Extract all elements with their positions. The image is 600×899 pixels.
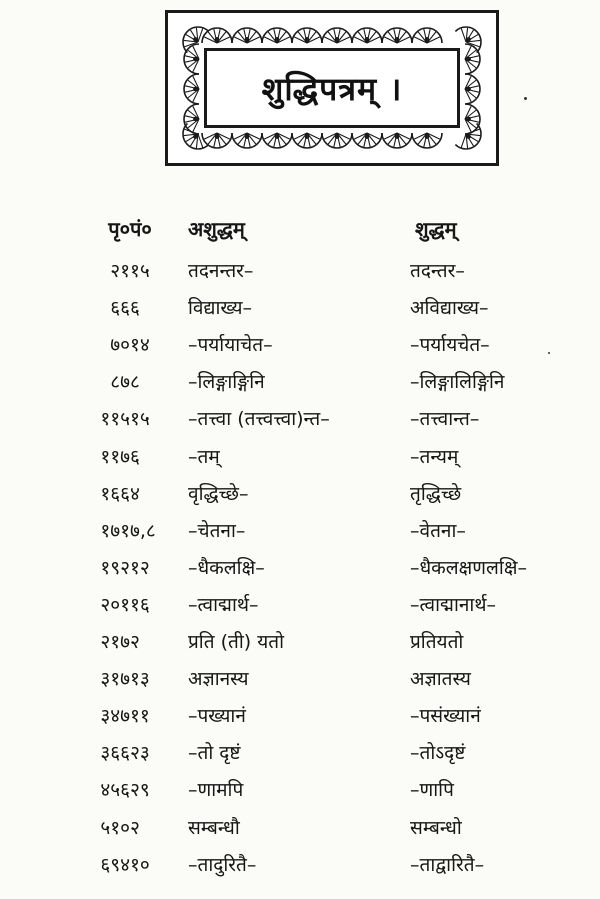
line-number: २३ <box>130 742 150 765</box>
correct-text: तदन्तर– <box>410 260 465 282</box>
page-number: २१७ <box>100 631 130 653</box>
correct-text: –तत्त्वान्त– <box>410 408 480 431</box>
correct-text: –वेतना– <box>410 519 466 542</box>
page-number: ११७ <box>100 445 130 468</box>
fan-ornament <box>352 133 382 148</box>
fan-ornament <box>262 28 292 43</box>
incorrect-text: अज्ञानस्य <box>188 668 249 691</box>
incorrect-text: –तो दृष्टं <box>188 742 241 765</box>
correct-text: –तोऽदृष्टं <box>410 742 466 765</box>
table-row <box>0 439 600 475</box>
table-row <box>0 661 600 697</box>
page-number: ६९४ <box>100 853 130 876</box>
fan-ornament <box>232 133 262 148</box>
incorrect-text: सम्बन्धौ <box>188 816 240 839</box>
page-number: ३४७ <box>100 705 130 728</box>
fan-ornament <box>322 133 352 148</box>
page-number: ४५६ <box>100 779 130 802</box>
fan-ornament <box>262 133 292 148</box>
corner-ornament <box>455 123 487 155</box>
line-number: १२ <box>130 556 150 579</box>
page-number: ७० <box>110 334 130 357</box>
correct-text: अज्ञातस्य <box>410 668 471 691</box>
line-number: १४ <box>130 334 150 357</box>
correct-text: –त्वाद्मानार्थ– <box>410 593 496 616</box>
correct-text: –पसंख्यानं <box>410 705 481 728</box>
fan-ornament <box>184 44 199 74</box>
page-number: २१ <box>110 260 130 282</box>
fan-ornament <box>292 28 322 43</box>
page-number: ५१० <box>100 816 130 839</box>
line-number: १५ <box>130 408 150 431</box>
table-row <box>0 327 600 363</box>
fan-ornament <box>382 133 412 148</box>
incorrect-text: –पख्यानं <box>188 705 246 728</box>
correct-text: –ताद्वारितै– <box>410 853 485 876</box>
fan-ornament <box>232 28 262 43</box>
line-number: ११ <box>130 705 150 728</box>
line-number: ६ <box>130 445 140 468</box>
fan-ornament <box>412 28 442 43</box>
incorrect-text: –धैकलक्षि– <box>188 556 265 579</box>
correct-text: प्रतियतो <box>410 631 464 653</box>
table-row <box>0 847 600 883</box>
correct-text: –लिङ्गालिङ्गिनि <box>410 371 505 394</box>
header-correct: शुद्धम् <box>415 217 457 241</box>
header-line: पं० <box>130 217 152 241</box>
title-box <box>204 48 460 128</box>
line-number: १० <box>130 853 150 876</box>
fan-ornament <box>292 133 322 148</box>
line-number: १५ <box>130 260 150 282</box>
table-row <box>0 253 600 289</box>
line-number: २९ <box>130 779 150 802</box>
table-row <box>0 735 600 771</box>
fan-ornament <box>322 28 352 43</box>
line-number: ४ <box>130 482 140 505</box>
incorrect-text: –चेतना– <box>188 519 246 542</box>
incorrect-text: –लिङ्गाङ्गिनि <box>188 371 265 394</box>
correct-text: सम्बन्धो <box>410 816 462 839</box>
incorrect-text: –तत्त्वा (तत्त्वत्त्वा)न्त– <box>188 408 330 431</box>
line-number: ६ <box>130 297 140 320</box>
table-row <box>0 772 600 808</box>
fan-ornament <box>184 74 199 104</box>
table-header <box>0 211 600 247</box>
correct-text: तृद्धिच्छे <box>410 482 462 505</box>
corner-ornament <box>455 21 487 53</box>
table-row <box>0 513 600 549</box>
table-row <box>0 587 600 623</box>
line-number: १३ <box>130 668 150 691</box>
table-row <box>0 698 600 734</box>
correct-text: –तन्यम् <box>410 445 459 468</box>
table-row <box>0 624 600 660</box>
page-number: १७१ <box>100 519 130 542</box>
page-number: ८७ <box>110 371 130 394</box>
page-number: ६६ <box>110 297 130 320</box>
page-number: ११५ <box>100 408 130 431</box>
table-row <box>0 810 600 846</box>
table-row <box>0 550 600 586</box>
header-page: पृ० <box>108 217 130 241</box>
page-number: ३१७ <box>100 668 130 691</box>
incorrect-text: तदनन्तर– <box>188 260 254 282</box>
header-incorrect: अशुद्धम् <box>188 217 245 241</box>
correct-text: –धैकलक्षणलक्षि– <box>410 556 527 579</box>
incorrect-text: वृद्धिच्छे– <box>188 482 249 505</box>
correct-text: –णापि <box>410 779 454 802</box>
page-number: २०१ <box>100 593 130 616</box>
table-row <box>0 290 600 326</box>
incorrect-text: विद्याख्य– <box>188 297 253 320</box>
incorrect-text: प्रति (ती) यतो <box>188 631 284 653</box>
table-row <box>0 476 600 512</box>
line-number: २ <box>130 816 140 839</box>
page-title: शुद्धिपत्रम् । <box>261 69 403 108</box>
table-row <box>0 401 600 437</box>
incorrect-text: –तादुरितै– <box>188 853 257 876</box>
line-number: ७,८ <box>130 519 156 542</box>
table-row <box>0 364 600 400</box>
ink-speck <box>524 97 527 100</box>
correct-text: –पर्यायचेत– <box>410 334 490 357</box>
line-number: २ <box>130 631 140 653</box>
page-number: १९२ <box>100 556 130 579</box>
line-number: १६ <box>130 593 150 616</box>
page-number: १६६ <box>100 482 130 505</box>
line-number: ८ <box>130 371 140 394</box>
title-frame <box>165 10 499 166</box>
incorrect-text: –तम् <box>188 445 220 468</box>
fan-ornament <box>465 44 480 74</box>
fan-ornament <box>382 28 412 43</box>
incorrect-text: –पर्यायाचेत– <box>188 334 273 357</box>
correct-text: अविद्याख्य– <box>410 297 489 320</box>
fan-ornament <box>465 74 480 104</box>
fan-ornament <box>412 133 442 148</box>
page-number: ३६६ <box>100 742 130 765</box>
incorrect-text: –त्वाद्मार्थ– <box>188 593 259 616</box>
fan-ornament <box>352 28 382 43</box>
incorrect-text: –णामपि <box>188 779 244 802</box>
